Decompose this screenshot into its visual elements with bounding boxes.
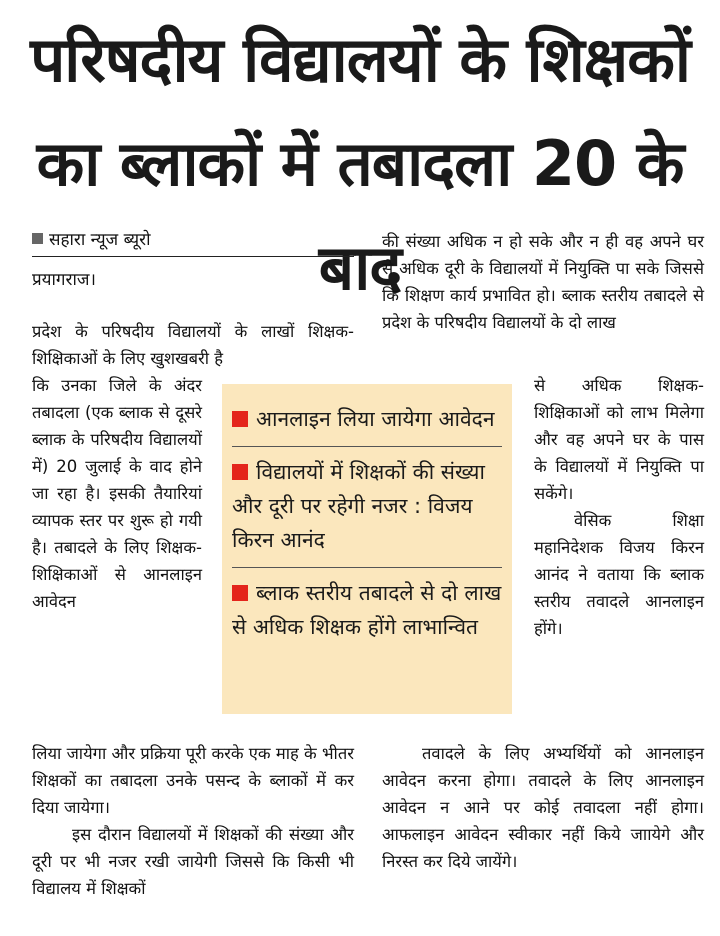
red-square-bullet-icon (232, 411, 248, 427)
highlight-text: ब्लाक स्तरीय तबादले से दो लाख से अधिक शिक्षक होंगे लाभान्वित (232, 581, 502, 639)
article-right-top: की संख्या अधिक न हो सके और न ही वह अपने घर से अधिक दूरी के विद्यालयों में नियुक्ति पा सके जिससे कि शिक्षण कार्य प्रभावित हो। ब्लाक स्तरीय तबादले से प्रदेश के परिषदीय विद्यालयों के दो लाख (382, 232, 704, 332)
article-paragraph: लिया जायेगा और प्रक्रिया पूरी करके एक माह के भीतर शिक्षकों का तबादला उनके पसन्द के ब्लाकों में कर दिया जायेगा। (32, 744, 354, 817)
article-left-bottom (32, 740, 354, 902)
highlight-item (232, 394, 502, 446)
headline-line-1: परिषदीय विद्यालयों के शिक्षकों (30, 23, 690, 96)
red-square-bullet-icon (232, 464, 248, 480)
article-paragraph: से अधिक शिक्षक-शिक्षिकाओं को लाभ मिलेगा और वह अपने घर के पास के विद्यालयों में नियुक्ति पा सकेंगे। (534, 376, 704, 503)
article-left-top: प्रदेश के परिषदीय विद्यालयों के लाखों शिक्षक-शिक्षिकाओं के लिए खुशखबरी है (32, 322, 354, 368)
byline (32, 228, 354, 257)
article-right-narrow (534, 372, 704, 642)
highlight-item (232, 567, 502, 654)
article-right-bottom: तवादले के लिए अभ्यर्थियों को आनलाइन आवेदन करना होगा। तवादले के लिए आनलाइन आवेदन न आने पर कोई तवादला नहीं होगा। आफलाइन आवेदन स्वीकार नहीं किये जाायेगे और निरस्त कर दिये जायेंगे। (382, 744, 704, 871)
byline-square-icon (32, 233, 43, 244)
highlight-text: विद्यालयों में शिक्षकों की संख्या और दूरी पर रहेगी नजर : विजय किरन आनंद (232, 460, 485, 552)
article-paragraph: वेसिक शिक्षा महानिदेशक विजय किरन आनंद ने वताया कि ब्लाक स्तरीय तवादले आनलाइन होंगे। (534, 511, 704, 638)
article-left-narrow: कि उनका जिले के अंदर तबादला (एक ब्लाक से दूसरे ब्लाक के परिषदीय विद्यालयों में) 20 जुलाई के वाद होने जा रहा है। इसकी तैयारियां व्यापक स्तर पर शुरू हो गयी है। तबादले के लिए शिक्षक-शिक्षिकाओं से आनलाइन आवेदन (32, 376, 202, 611)
highlight-text: आनलाइन लिया जायेगा आवेदन (256, 407, 495, 431)
highlight-box (222, 384, 512, 714)
headline-line-2: का ब्लाकों में तबादला 20 के बाद (36, 127, 684, 304)
red-square-bullet-icon (232, 585, 248, 601)
highlight-item (232, 446, 502, 567)
dateline: प्रयागराज। (32, 270, 96, 290)
article-paragraph: इस दौरान विद्यालयों में शिक्षकों की संख्या और दूरी पर भी नजर रखी जायेगी जिससे कि किसी भी विद्यालय में शिक्षकों (32, 825, 354, 898)
byline-text: सहारा न्यूज ब्यूरो (49, 230, 151, 250)
